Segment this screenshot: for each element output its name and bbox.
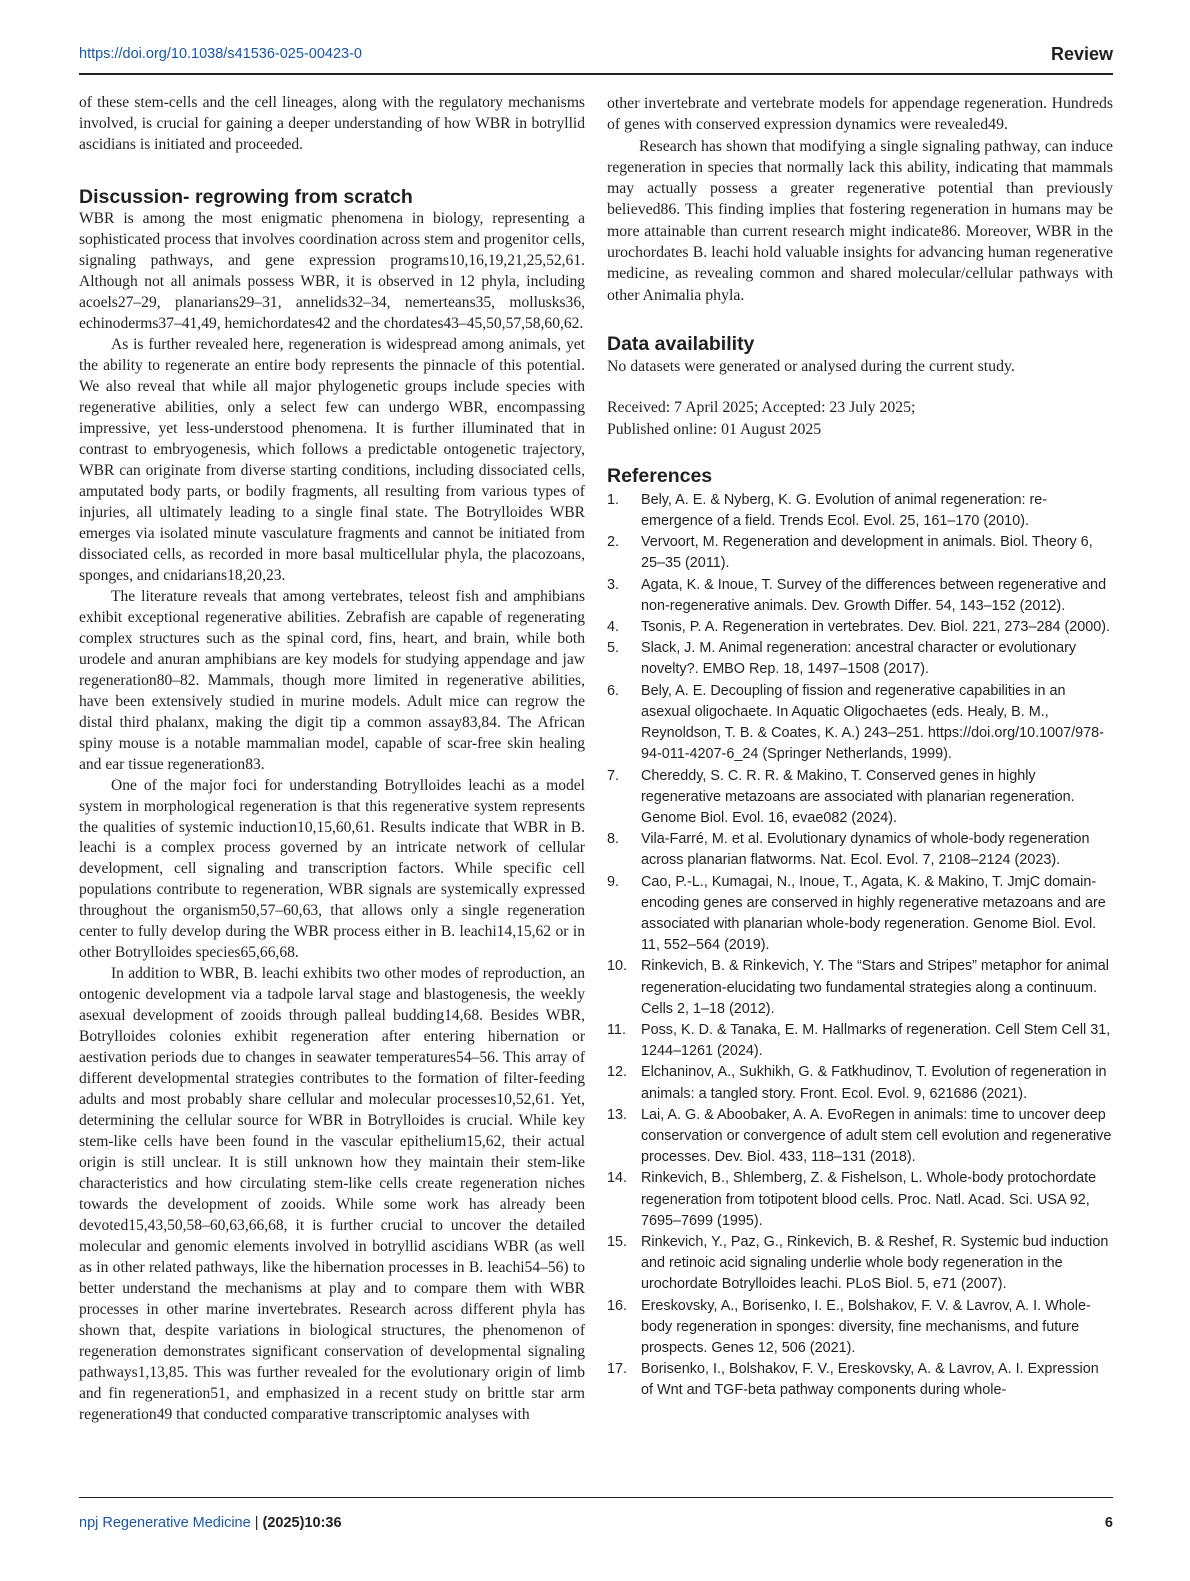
references-heading: References (607, 464, 713, 487)
continued-paragraph: other invertebrate and vertebrate models for appendage regeneration. Hundreds of genes with conserved expression dynamics were revealed49. (607, 95, 1113, 134)
reference-item (607, 681, 1113, 766)
reference-item (607, 1296, 1113, 1360)
reference-item (607, 1168, 1113, 1232)
discussion-paragraph-5: In addition to WBR, B. leachi exhibits two other modes of reproduction, an ontogenic development via a tadpole larval stage and blastogenesis, the weekly asexual development of zooids through palleal budding14,68. Besides WBR, Botrylloides colonies exhibit regeneration after entering hibernation or aestivation periods due to changes in seawater temperatures54–56. This array of different developmental strategies contributes to the formation of filter-feeding adults and most probably share cellular and molecular processes10,52,61. Yet, determining the cellular source for WBR in Botrylloides is crucial. While key stem-like cells have been found in the vascular epithelium15,62, their actual origin is still unclear. It is still unknown how they maintain their stem-like characteristics and how circulating stem-like cells create regeneration niches towards the development of zooids. While some work has already been devoted15,43,50,58–60,63,66,68, it is further crucial to uncover the detailed molecular and genomic elements involved in botryllid ascidians WBR (as well as in other related pathways, like the hibernation processes in B. leachi54–56) to better understand the mechanisms at play and to compare them with WBR processes in other marine invertebrates. Research across different phyla has shown that, despite variations in biological structures, the phenomenon of regeneration demonstrates significant conservation of developmental signaling pathways1,13,85. This was further revealed for the evolutionary origin of limb and fin regeneration51, and emphasized in a recent study on brittle star arm regeneration49 that conducted comparative transcriptomic analyses with (79, 965, 585, 1424)
reference-number: 4. (607, 619, 620, 636)
reference-item (607, 872, 1113, 957)
reference-number: 7. (607, 767, 620, 784)
header-divider (79, 73, 1113, 75)
journal-name[interactable]: npj Regenerative Medicine (79, 1515, 251, 1531)
reference-text: Rinkevich, B. & Rinkevich, Y. The “Stars and Stripes” metaphor for animal regeneration-elucidating two fundamental strategies along a continuum. Cells 2, 1–18 (2012). (641, 958, 1109, 1017)
reference-text: Agata, K. & Inoue, T. Survey of the differences between regenerative and non-regenerative animals. Dev. Growth Differ. 54, 143–152 (2012). (641, 576, 1107, 614)
page-header (79, 44, 1113, 70)
reference-number: 13. (607, 1106, 628, 1123)
reference-number: 5. (607, 640, 620, 657)
reference-item (607, 1105, 1113, 1169)
reference-text: Vila-Farré, M. et al. Evolutionary dynamics of whole-body regeneration across planarian flatworms. Nat. Ecol. Evol. 7, 2108–2124 (2023). (641, 831, 1090, 869)
reference-number: 6. (607, 682, 620, 699)
page-number: 6 (1104, 1515, 1113, 1531)
reference-text: Lai, A. G. & Aboobaker, A. A. EvoRegen in animals: time to uncover deep conservation or convergence of adult stem cell evolution and regenerative processes. Dev. Biol. 433, 118–131 (2018). (641, 1106, 1112, 1166)
footer-separator: | (254, 1515, 259, 1531)
reference-text: Slack, J. M. Animal regeneration: ancestral character or evolutionary novelty?. EMBO Rep. 18, 1497–1508 (2017). (641, 640, 1077, 678)
reference-text: Poss, K. D. & Tanaka, E. M. Hallmarks of regeneration. Cell Stem Cell 31, 1244–1261 (2024). (641, 1021, 1111, 1060)
discussion-paragraph-4: One of the major foci for understanding Botrylloides leachi as a model system in morphological regeneration is that this regenerative system represents the qualities of systemic induction10,15,60,61. Results indicate that WBR in B. leachi is a complex process governed by an intricate network of cellular development, cell signaling and transcription factors. While specific cell populations contribute to regeneration, WBR signals are systemically expressed throughout the organism50,57–60,63, that allows only a single regeneration center to fully develop during the WBR process either in B. leachi14,15,62 or in other Botrylloides species65,66,68. (79, 776, 585, 962)
reference-text: Bely, A. E. Decoupling of fission and regenerative capabilities in an asexual oligochaete. In Aquatic Oligochaetes (eds. Healy, B. M., Reynoldson, T. B. & Coates, K. A.) 243–251. https://doi.org/10.1007/978-94-011-4207-6_24 (Springer Netherlands, 1999). (641, 682, 1104, 763)
doi-link[interactable]: https://doi.org/10.1038/s41536-025-00423-0 (79, 46, 362, 62)
data-availability-heading: Data availability (607, 332, 755, 355)
reference-number: 2. (607, 534, 620, 551)
reference-number: 14. (607, 1170, 628, 1187)
reference-number: 17. (607, 1361, 628, 1378)
reference-text: Borisenko, I., Bolshakov, F. V., Ereskovsky, A. & Lavrov, A. I. Expression of Wnt and TGF-beta pathway components during whole- (641, 1361, 1099, 1399)
reference-text: Tsonis, P. A. Regeneration in vertebrates. Dev. Biol. 221, 273–284 (2000). (641, 619, 1111, 636)
reference-item (607, 638, 1113, 680)
reference-item (607, 766, 1113, 830)
reference-number: 15. (607, 1233, 628, 1250)
section-label: Review (1050, 44, 1113, 64)
journal-footer (79, 1515, 342, 1531)
signaling-paragraph: Research has shown that modifying a single signaling pathway, can induce regeneration in species that normally lack this ability, indicating that mammals may actually possess a greater regenerative potential than previously believed86. This finding implies that fostering regeneration in humans may be more attainable than current research might indicate86. Moreover, WBR in the urochordates B. leachi hold valuable insights for advancing human regenerative medicine, as revealing common and shared molecular/cellular pathways with other Animalia phyla. (607, 137, 1113, 304)
reference-text: Ereskovsky, A., Borisenko, I. E., Bolshakov, F. V. & Lavrov, A. I. Whole-body regeneration in sponges: diversity, fine mechanisms, and future prospects. Genes 12, 506 (2021). (641, 1297, 1091, 1356)
reference-number: 9. (607, 873, 620, 890)
reference-text: Chereddy, S. C. R. R. & Makino, T. Conserved genes in highly regenerative metazoans are associated with planarian regeneration. Genome Biol. Evol. 16, evae082 (2024). (641, 767, 1075, 826)
reference-item (607, 829, 1113, 871)
footer-divider (79, 1497, 1113, 1498)
right-column (607, 93, 1113, 1402)
reference-text: Cao, P.-L., Kumagai, N., Inoue, T., Agata, K. & Makino, T. JmjC domain-encoding genes are conserved in highly regenerative metazoans and are associated with planarian whole-body regeneration. Genome Biol. Evol. 11, 552–564 (2019). (641, 873, 1106, 954)
reference-item (607, 575, 1113, 617)
reference-text: Bely, A. E. & Nyberg, K. G. Evolution of animal regeneration: re-emergence of a field. Trends Ecol. Evol. 25, 161–170 (2010). (641, 491, 1048, 530)
reference-item (607, 1359, 1113, 1401)
reference-text: Rinkevich, Y., Paz, G., Rinkevich, B. & Reshef, R. Systemic bud induction and retinoic acid signaling underlie whole body regeneration in the urochordate Botrylloides leachi. PLoS Biol. 5, e71 (2007). (641, 1233, 1109, 1293)
reference-item (607, 1232, 1113, 1296)
reference-number: 8. (607, 831, 620, 848)
reference-item (607, 490, 1113, 532)
reference-item (607, 532, 1113, 574)
reference-text: Rinkevich, B., Shlemberg, Z. & Fishelson, L. Whole-body protochordate regeneration from totipotent blood cells. Proc. Natl. Acad. Sci. USA 92, 7695–7699 (1995). (641, 1170, 1097, 1229)
reference-text: Elchaninov, A., Sukhikh, G. & Fatkhudinov, T. Evolution of regeneration in animals: a tangled story. Front. Ecol. Evol. 9, 621686 (2021). (641, 1064, 1107, 1102)
reference-item (607, 1062, 1113, 1104)
discussion-heading: Discussion- regrowing from scratch (79, 185, 413, 208)
reference-item (607, 956, 1113, 1020)
received-date: Received: 7 April 2025; Accepted: 23 July 2025; (607, 399, 916, 417)
journal-issue: (2025)10:36 (262, 1515, 342, 1531)
reference-number: 3. (607, 576, 620, 593)
reference-item (607, 1020, 1113, 1062)
published-date: Published online: 01 August 2025 (607, 420, 822, 438)
discussion-paragraph-1: WBR is among the most enigmatic phenomena in biology, representing a sophisticated process that involves coordination across stem and progenitor cells, signaling pathways, and gene expression programs10,16,19,21,25,52,61. Although not all animals possess WBR, it is observed in 12 phyla, including acoels27–29, planarians29–31, annelids32–34, nemerteans35, mollusks36, echinoderms37–41,49, hemichordates42 and the chordates43–45,50,57,58,60,62. (79, 209, 585, 332)
intro-paragraph: of these stem-cells and the cell lineages, along with the regulatory mechanisms involved, is crucial for gaining a deeper understanding of how WBR in botryllid ascidians is initiated and proceeded. (79, 94, 585, 153)
reference-number: 11. (607, 1021, 626, 1038)
reference-number: 16. (607, 1297, 628, 1314)
left-column (79, 93, 585, 1426)
reference-number: 10. (607, 958, 628, 975)
reference-number: 12. (607, 1064, 628, 1081)
reference-text: Vervoort, M. Regeneration and development in animals. Biol. Theory 6, 25–35 (2011). (641, 534, 1093, 572)
discussion-paragraph-2: As is further revealed here, regeneration is widespread among animals, yet the ability to regenerate an entire body represents the pinnacle of this potential. We also reveal that while all major phylogenetic groups include species with regenerative abilities, only a select few can undergo WBR, encompassing impressive, yet less-understood phenomena. It is further illuminated that in contrast to embryogenesis, which follows a predictable ontogenetic trajectory, WBR can originate from diverse starting conditions, including dissociated cells, amputated body parts, or bodily fragments, all resulting from various types of injuries, all ultimately leading to a single final state. The Botrylloides WBR emerges via isolated minute vasculature fragments and cannot be initiated from dissociated cells, as recorded in more basal multicellular phyla, the placozoans, sponges, and cnidarians18,20,23. (79, 335, 585, 584)
reference-item (607, 617, 1113, 638)
reference-number: 1. (607, 491, 620, 508)
discussion-paragraph-3: The literature reveals that among vertebrates, teleost fish and amphibians exhibit exceptional regenerative abilities. Zebrafish are capable of regenerating complex structures such as the spinal cord, fins, heart, and brain, while both urodele and anuran amphibians are key models for studying appendage and jaw regeneration80–82. Mammals, though more limited in regenerative abilities, have been extensively studied in murine models. Adult mice can regrow the distal third phalanx, making the digit tip a common assay83,84. The African spiny mouse is a notable mammalian model, capable of scar-free skin healing and ear tissue regeneration83. (79, 587, 585, 773)
data-availability-text: No datasets were generated or analysed during the current study. (607, 357, 1015, 375)
reference-list (607, 490, 1113, 1402)
